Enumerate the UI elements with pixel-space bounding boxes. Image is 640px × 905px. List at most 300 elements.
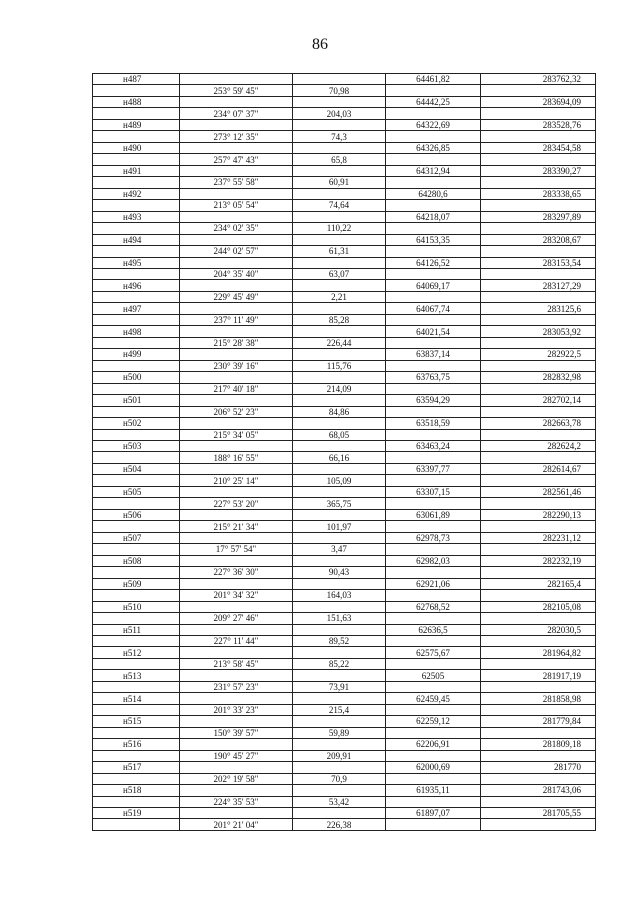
empty-cell xyxy=(93,200,180,211)
point-id: н509 xyxy=(93,578,180,589)
direction-angle: 202° 19' 58" xyxy=(180,773,293,784)
direction-angle: 201° 21' 04" xyxy=(180,819,293,830)
point-row xyxy=(93,670,596,681)
coordinate-y: 282614,67 xyxy=(481,463,596,474)
empty-cell xyxy=(293,693,386,704)
coordinate-x: 62459,45 xyxy=(386,693,481,704)
segment-length: 61,31 xyxy=(293,246,386,257)
empty-cell xyxy=(293,74,386,85)
coordinate-x: 62636,5 xyxy=(386,624,481,635)
segment-length: 105,09 xyxy=(293,475,386,486)
empty-cell xyxy=(386,383,481,394)
point-row xyxy=(93,578,596,589)
point-row xyxy=(93,372,596,383)
segment-row xyxy=(93,796,596,807)
empty-cell xyxy=(481,246,596,257)
empty-cell xyxy=(93,613,180,624)
empty-cell xyxy=(293,188,386,199)
point-id: н504 xyxy=(93,463,180,474)
empty-cell xyxy=(481,360,596,371)
empty-cell xyxy=(481,727,596,738)
coordinate-x: 64218,07 xyxy=(386,211,481,222)
direction-angle: 190° 45' 27" xyxy=(180,750,293,761)
point-row xyxy=(93,234,596,245)
direction-angle: 253° 59' 45" xyxy=(180,85,293,96)
direction-angle: 209° 27' 46" xyxy=(180,613,293,624)
empty-cell xyxy=(93,268,180,279)
empty-cell xyxy=(93,429,180,440)
coordinate-x: 63763,75 xyxy=(386,372,481,383)
point-row xyxy=(93,211,596,222)
point-row xyxy=(93,303,596,314)
empty-cell xyxy=(293,532,386,543)
point-id: н506 xyxy=(93,509,180,520)
direction-angle: 244° 02' 57" xyxy=(180,246,293,257)
segment-length: 84,86 xyxy=(293,406,386,417)
segment-length: 204,03 xyxy=(293,108,386,119)
empty-cell xyxy=(93,475,180,486)
segment-length: 59,89 xyxy=(293,727,386,738)
point-row xyxy=(93,555,596,566)
segment-length: 90,43 xyxy=(293,567,386,578)
empty-cell xyxy=(93,704,180,715)
point-id: н495 xyxy=(93,257,180,268)
empty-cell xyxy=(293,762,386,773)
segment-length: 65,8 xyxy=(293,154,386,165)
point-row xyxy=(93,532,596,543)
segment-length: 89,52 xyxy=(293,635,386,646)
point-row xyxy=(93,418,596,429)
segment-length: 2,21 xyxy=(293,291,386,302)
empty-cell xyxy=(481,635,596,646)
empty-cell xyxy=(180,119,293,130)
coordinate-y: 283297,89 xyxy=(481,211,596,222)
point-row xyxy=(93,326,596,337)
empty-cell xyxy=(386,452,481,463)
empty-cell xyxy=(481,819,596,830)
empty-cell xyxy=(293,555,386,566)
empty-cell xyxy=(386,429,481,440)
point-id: н489 xyxy=(93,119,180,130)
empty-cell xyxy=(293,326,386,337)
segment-row xyxy=(93,521,596,532)
direction-angle: 230° 39' 16" xyxy=(180,360,293,371)
empty-cell xyxy=(180,578,293,589)
empty-cell xyxy=(481,521,596,532)
empty-cell xyxy=(180,349,293,360)
empty-cell xyxy=(93,796,180,807)
empty-cell xyxy=(481,337,596,348)
empty-cell xyxy=(180,165,293,176)
empty-cell xyxy=(93,383,180,394)
empty-cell xyxy=(180,303,293,314)
empty-cell xyxy=(93,246,180,257)
empty-cell xyxy=(93,590,180,601)
point-row xyxy=(93,441,596,452)
coordinate-x: 64153,35 xyxy=(386,234,481,245)
segment-row xyxy=(93,658,596,669)
coordinate-y: 283125,6 xyxy=(481,303,596,314)
empty-cell xyxy=(481,154,596,165)
empty-cell xyxy=(180,234,293,245)
empty-cell xyxy=(293,96,386,107)
segment-row xyxy=(93,131,596,142)
empty-cell xyxy=(386,314,481,325)
direction-angle: 206° 52' 23" xyxy=(180,406,293,417)
point-id: н503 xyxy=(93,441,180,452)
empty-cell xyxy=(481,704,596,715)
segment-length: 115,76 xyxy=(293,360,386,371)
empty-cell xyxy=(293,303,386,314)
empty-cell xyxy=(293,578,386,589)
empty-cell xyxy=(386,635,481,646)
empty-cell xyxy=(93,521,180,532)
point-id: н512 xyxy=(93,647,180,658)
point-id: н505 xyxy=(93,486,180,497)
empty-cell xyxy=(293,601,386,612)
point-id: н490 xyxy=(93,142,180,153)
empty-cell xyxy=(386,246,481,257)
empty-cell xyxy=(293,739,386,750)
empty-cell xyxy=(481,773,596,784)
segment-row xyxy=(93,200,596,211)
point-row xyxy=(93,509,596,520)
empty-cell xyxy=(386,131,481,142)
point-id: н488 xyxy=(93,96,180,107)
empty-cell xyxy=(293,119,386,130)
empty-cell xyxy=(386,337,481,348)
coordinate-y: 283127,29 xyxy=(481,280,596,291)
empty-cell xyxy=(293,509,386,520)
empty-cell xyxy=(386,750,481,761)
segment-length: 85,28 xyxy=(293,314,386,325)
direction-angle: 227° 36' 30" xyxy=(180,567,293,578)
coordinate-y: 283053,92 xyxy=(481,326,596,337)
point-id: н518 xyxy=(93,785,180,796)
point-row xyxy=(93,762,596,773)
segment-length: 3,47 xyxy=(293,544,386,555)
direction-angle: 188° 16' 55" xyxy=(180,452,293,463)
empty-cell xyxy=(293,234,386,245)
empty-cell xyxy=(180,555,293,566)
segment-row xyxy=(93,246,596,257)
point-id: н496 xyxy=(93,280,180,291)
coordinate-y: 283390,27 xyxy=(481,165,596,176)
coordinate-y: 281770 xyxy=(481,762,596,773)
point-row xyxy=(93,463,596,474)
empty-cell xyxy=(386,681,481,692)
coordinate-y: 282030,5 xyxy=(481,624,596,635)
direction-angle: 234° 07' 37" xyxy=(180,108,293,119)
empty-cell xyxy=(386,291,481,302)
empty-cell xyxy=(93,819,180,830)
segment-length: 85,22 xyxy=(293,658,386,669)
segment-row xyxy=(93,314,596,325)
point-id: н491 xyxy=(93,165,180,176)
empty-cell xyxy=(293,670,386,681)
empty-cell xyxy=(293,716,386,727)
point-id: н514 xyxy=(93,693,180,704)
coordinate-x: 62505 xyxy=(386,670,481,681)
empty-cell xyxy=(293,395,386,406)
segment-row xyxy=(93,108,596,119)
empty-cell xyxy=(386,544,481,555)
coordinate-x: 64442,25 xyxy=(386,96,481,107)
coordinate-y: 281779,84 xyxy=(481,716,596,727)
segment-length: 226,38 xyxy=(293,819,386,830)
segment-length: 226,44 xyxy=(293,337,386,348)
empty-cell xyxy=(386,108,481,119)
point-id: н515 xyxy=(93,716,180,727)
empty-cell xyxy=(180,693,293,704)
point-id: н500 xyxy=(93,372,180,383)
segment-row xyxy=(93,337,596,348)
empty-cell xyxy=(180,739,293,750)
empty-cell xyxy=(93,567,180,578)
coordinate-x: 62259,12 xyxy=(386,716,481,727)
segment-row xyxy=(93,704,596,715)
segment-length: 60,91 xyxy=(293,177,386,188)
empty-cell xyxy=(93,773,180,784)
segment-row xyxy=(93,681,596,692)
empty-cell xyxy=(180,74,293,85)
empty-cell xyxy=(180,96,293,107)
segment-row xyxy=(93,452,596,463)
coordinate-x: 63397,77 xyxy=(386,463,481,474)
empty-cell xyxy=(293,211,386,222)
segment-row xyxy=(93,291,596,302)
empty-cell xyxy=(481,429,596,440)
empty-cell xyxy=(93,681,180,692)
coordinate-y: 281858,98 xyxy=(481,693,596,704)
point-row xyxy=(93,280,596,291)
empty-cell xyxy=(180,785,293,796)
empty-cell xyxy=(93,291,180,302)
segment-length: 101,97 xyxy=(293,521,386,532)
segment-row xyxy=(93,819,596,830)
point-row xyxy=(93,119,596,130)
coordinate-x: 64069,17 xyxy=(386,280,481,291)
empty-cell xyxy=(481,658,596,669)
direction-angle: 215° 21' 34" xyxy=(180,521,293,532)
empty-cell xyxy=(180,509,293,520)
empty-cell xyxy=(180,532,293,543)
coordinate-x: 64126,52 xyxy=(386,257,481,268)
empty-cell xyxy=(180,257,293,268)
coordinate-y: 282105,08 xyxy=(481,601,596,612)
point-id: н510 xyxy=(93,601,180,612)
empty-cell xyxy=(481,452,596,463)
segment-row xyxy=(93,727,596,738)
coordinate-y: 282232,19 xyxy=(481,555,596,566)
direction-angle: 204° 35' 40" xyxy=(180,268,293,279)
empty-cell xyxy=(481,268,596,279)
empty-cell xyxy=(93,177,180,188)
coordinate-x: 64280,6 xyxy=(386,188,481,199)
empty-cell xyxy=(481,750,596,761)
empty-cell xyxy=(386,819,481,830)
empty-cell xyxy=(481,498,596,509)
point-id: н511 xyxy=(93,624,180,635)
segment-row xyxy=(93,544,596,555)
segment-length: 214,09 xyxy=(293,383,386,394)
coordinate-x: 63061,89 xyxy=(386,509,481,520)
empty-cell xyxy=(180,395,293,406)
point-row xyxy=(93,486,596,497)
point-id: н494 xyxy=(93,234,180,245)
segment-length: 66,16 xyxy=(293,452,386,463)
segment-length: 70,98 xyxy=(293,85,386,96)
coordinate-x: 62921,06 xyxy=(386,578,481,589)
empty-cell xyxy=(386,223,481,234)
point-row xyxy=(93,808,596,819)
empty-cell xyxy=(180,280,293,291)
empty-cell xyxy=(293,257,386,268)
empty-cell xyxy=(180,418,293,429)
empty-cell xyxy=(93,406,180,417)
empty-cell xyxy=(481,291,596,302)
empty-cell xyxy=(386,360,481,371)
coordinate-y: 282165,4 xyxy=(481,578,596,589)
coordinate-y: 283762,32 xyxy=(481,74,596,85)
empty-cell xyxy=(293,624,386,635)
empty-cell xyxy=(481,613,596,624)
segment-row xyxy=(93,154,596,165)
empty-cell xyxy=(93,360,180,371)
coordinate-y: 282561,46 xyxy=(481,486,596,497)
empty-cell xyxy=(386,773,481,784)
segment-row xyxy=(93,406,596,417)
coordinate-x: 64461,82 xyxy=(386,74,481,85)
coordinate-y: 282663,78 xyxy=(481,418,596,429)
segment-length: 365,75 xyxy=(293,498,386,509)
segment-row xyxy=(93,567,596,578)
coordinate-y: 283338,65 xyxy=(481,188,596,199)
coordinate-y: 281809,18 xyxy=(481,739,596,750)
empty-cell xyxy=(293,486,386,497)
empty-cell xyxy=(386,177,481,188)
point-row xyxy=(93,624,596,635)
point-id: н507 xyxy=(93,532,180,543)
segment-length: 215,4 xyxy=(293,704,386,715)
direction-angle: 215° 28' 38" xyxy=(180,337,293,348)
direction-angle: 224° 35' 53" xyxy=(180,796,293,807)
coordinate-x: 63307,15 xyxy=(386,486,481,497)
segment-row xyxy=(93,429,596,440)
direction-angle: 229° 45' 49" xyxy=(180,291,293,302)
direction-angle: 17° 57' 54" xyxy=(180,544,293,555)
point-row xyxy=(93,785,596,796)
segment-length: 110,22 xyxy=(293,223,386,234)
direction-angle: 237° 11' 49" xyxy=(180,314,293,325)
direction-angle: 215° 34' 05" xyxy=(180,429,293,440)
empty-cell xyxy=(180,647,293,658)
empty-cell xyxy=(180,188,293,199)
segment-length: 63,07 xyxy=(293,268,386,279)
segment-length: 164,03 xyxy=(293,590,386,601)
segment-row xyxy=(93,498,596,509)
empty-cell xyxy=(93,108,180,119)
empty-cell xyxy=(386,658,481,669)
empty-cell xyxy=(293,372,386,383)
empty-cell xyxy=(481,200,596,211)
coordinate-x: 62978,73 xyxy=(386,532,481,543)
empty-cell xyxy=(180,326,293,337)
point-id: н517 xyxy=(93,762,180,773)
direction-angle: 234° 02' 35" xyxy=(180,223,293,234)
point-row xyxy=(93,96,596,107)
coordinate-x: 63463,24 xyxy=(386,441,481,452)
coordinate-x: 64067,74 xyxy=(386,303,481,314)
empty-cell xyxy=(481,406,596,417)
segment-length: 53,42 xyxy=(293,796,386,807)
empty-cell xyxy=(386,704,481,715)
empty-cell xyxy=(386,268,481,279)
point-row xyxy=(93,257,596,268)
segment-length: 68,05 xyxy=(293,429,386,440)
direction-angle: 257° 47' 43" xyxy=(180,154,293,165)
coordinate-y: 281743,06 xyxy=(481,785,596,796)
coordinates-table xyxy=(92,73,596,831)
empty-cell xyxy=(293,142,386,153)
coordinate-y: 283528,76 xyxy=(481,119,596,130)
coordinate-y: 282922,5 xyxy=(481,349,596,360)
empty-cell xyxy=(386,727,481,738)
empty-cell xyxy=(481,108,596,119)
point-id: н497 xyxy=(93,303,180,314)
empty-cell xyxy=(293,441,386,452)
point-id: н487 xyxy=(93,74,180,85)
empty-cell xyxy=(180,762,293,773)
empty-cell xyxy=(180,463,293,474)
direction-angle: 227° 53' 20" xyxy=(180,498,293,509)
segment-row xyxy=(93,268,596,279)
empty-cell xyxy=(93,750,180,761)
coordinate-y: 282290,13 xyxy=(481,509,596,520)
empty-cell xyxy=(293,280,386,291)
empty-cell xyxy=(93,498,180,509)
empty-cell xyxy=(180,624,293,635)
direction-angle: 237° 55' 58" xyxy=(180,177,293,188)
empty-cell xyxy=(481,177,596,188)
direction-angle: 273° 12' 35" xyxy=(180,131,293,142)
point-id: н519 xyxy=(93,808,180,819)
point-row xyxy=(93,165,596,176)
coordinate-x: 62768,52 xyxy=(386,601,481,612)
coordinate-x: 62575,67 xyxy=(386,647,481,658)
empty-cell xyxy=(180,441,293,452)
empty-cell xyxy=(481,314,596,325)
segment-length: 73,91 xyxy=(293,681,386,692)
empty-cell xyxy=(386,590,481,601)
empty-cell xyxy=(293,647,386,658)
segment-length: 74,3 xyxy=(293,131,386,142)
segment-row xyxy=(93,590,596,601)
empty-cell xyxy=(93,635,180,646)
empty-cell xyxy=(481,85,596,96)
coordinate-x: 62206,91 xyxy=(386,739,481,750)
empty-cell xyxy=(93,85,180,96)
empty-cell xyxy=(293,349,386,360)
segment-row xyxy=(93,360,596,371)
empty-cell xyxy=(93,154,180,165)
direction-angle: 217° 40' 18" xyxy=(180,383,293,394)
point-row xyxy=(93,395,596,406)
coordinate-x: 64312,94 xyxy=(386,165,481,176)
empty-cell xyxy=(481,383,596,394)
empty-cell xyxy=(386,498,481,509)
empty-cell xyxy=(93,337,180,348)
